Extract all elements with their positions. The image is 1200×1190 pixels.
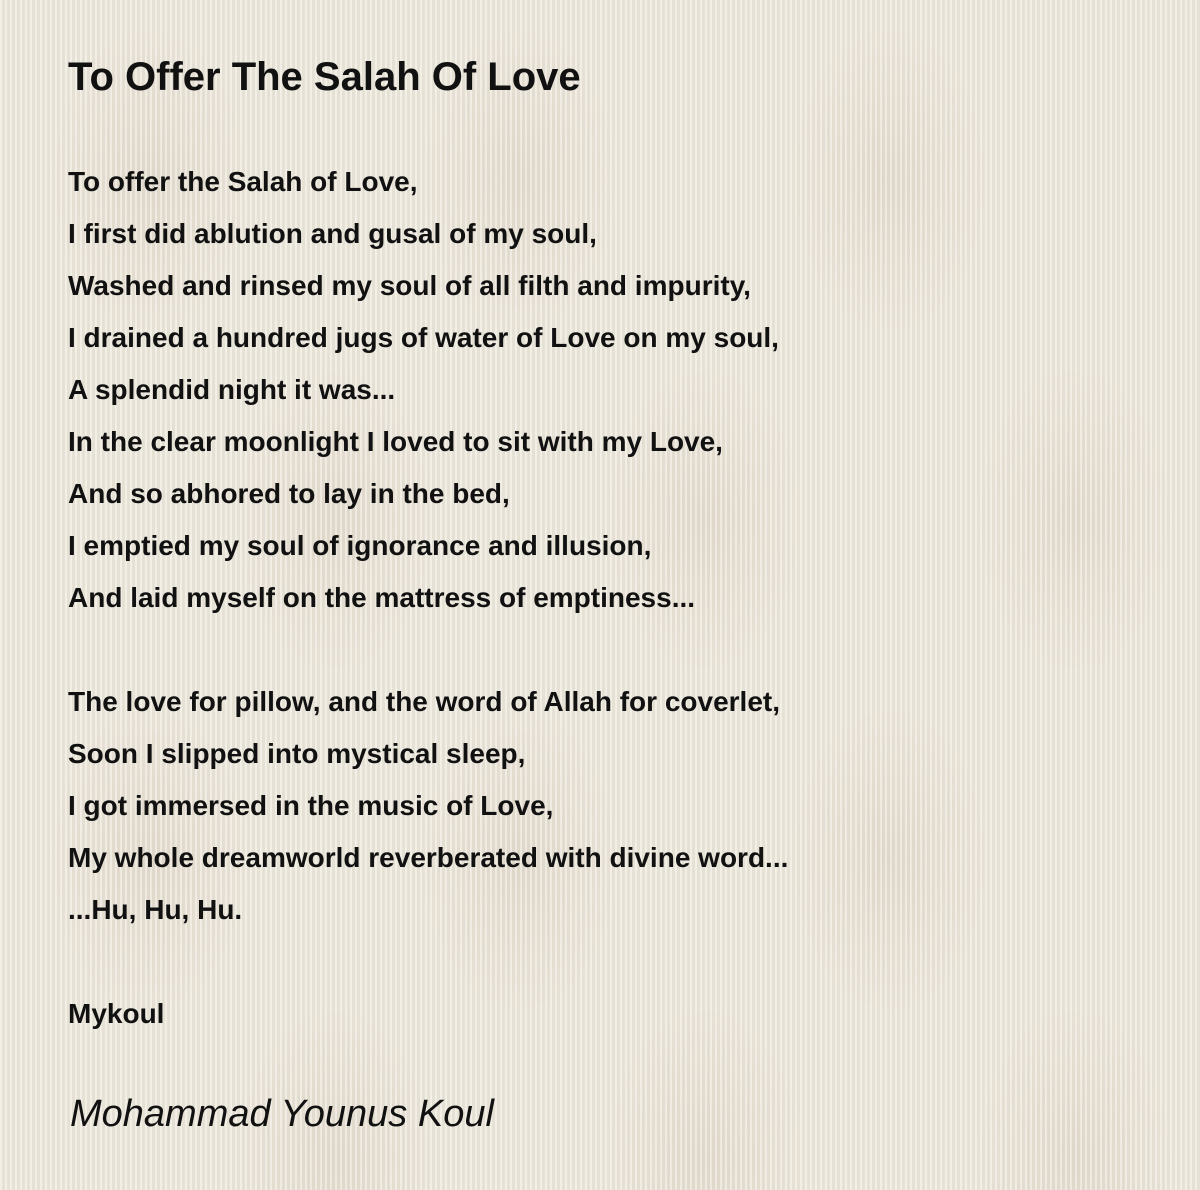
- poem-line: I first did ablution and gusal of my soul,: [68, 218, 597, 249]
- poem-line: To offer the Salah of Love,: [68, 166, 418, 197]
- poem-line: I emptied my soul of ignorance and illusion,: [68, 530, 652, 561]
- stanza-1: [68, 156, 1168, 624]
- poem-signature: Mykoul: [68, 998, 165, 1029]
- stanza-2: [68, 676, 1168, 936]
- poem-line: My whole dreamworld reverberated with divine word...: [68, 842, 789, 873]
- poem-line: And laid myself on the mattress of emptiness...: [68, 582, 696, 613]
- poem-line: And so abhored to lay in the bed,: [68, 478, 510, 509]
- poem-line: I got immersed in the music of Love,: [68, 790, 554, 821]
- poem-line: In the clear moonlight I loved to sit with my Love,: [68, 426, 723, 457]
- poem-body: [68, 156, 1168, 1040]
- poem-line: The love for pillow, and the word of Allah for coverlet,: [68, 686, 780, 717]
- poem-line: Washed and rinsed my soul of all filth and impurity,: [68, 270, 751, 301]
- poem-title: To Offer The Salah Of Love: [68, 55, 581, 99]
- poem-line: I drained a hundred jugs of water of Love on my soul,: [68, 322, 779, 353]
- poem-line: A splendid night it was...: [68, 374, 396, 405]
- poem-line: ...Hu, Hu, Hu.: [68, 894, 243, 925]
- poem-line: Soon I slipped into mystical sleep,: [68, 738, 526, 769]
- author-name: Mohammad Younus Koul: [70, 1093, 494, 1135]
